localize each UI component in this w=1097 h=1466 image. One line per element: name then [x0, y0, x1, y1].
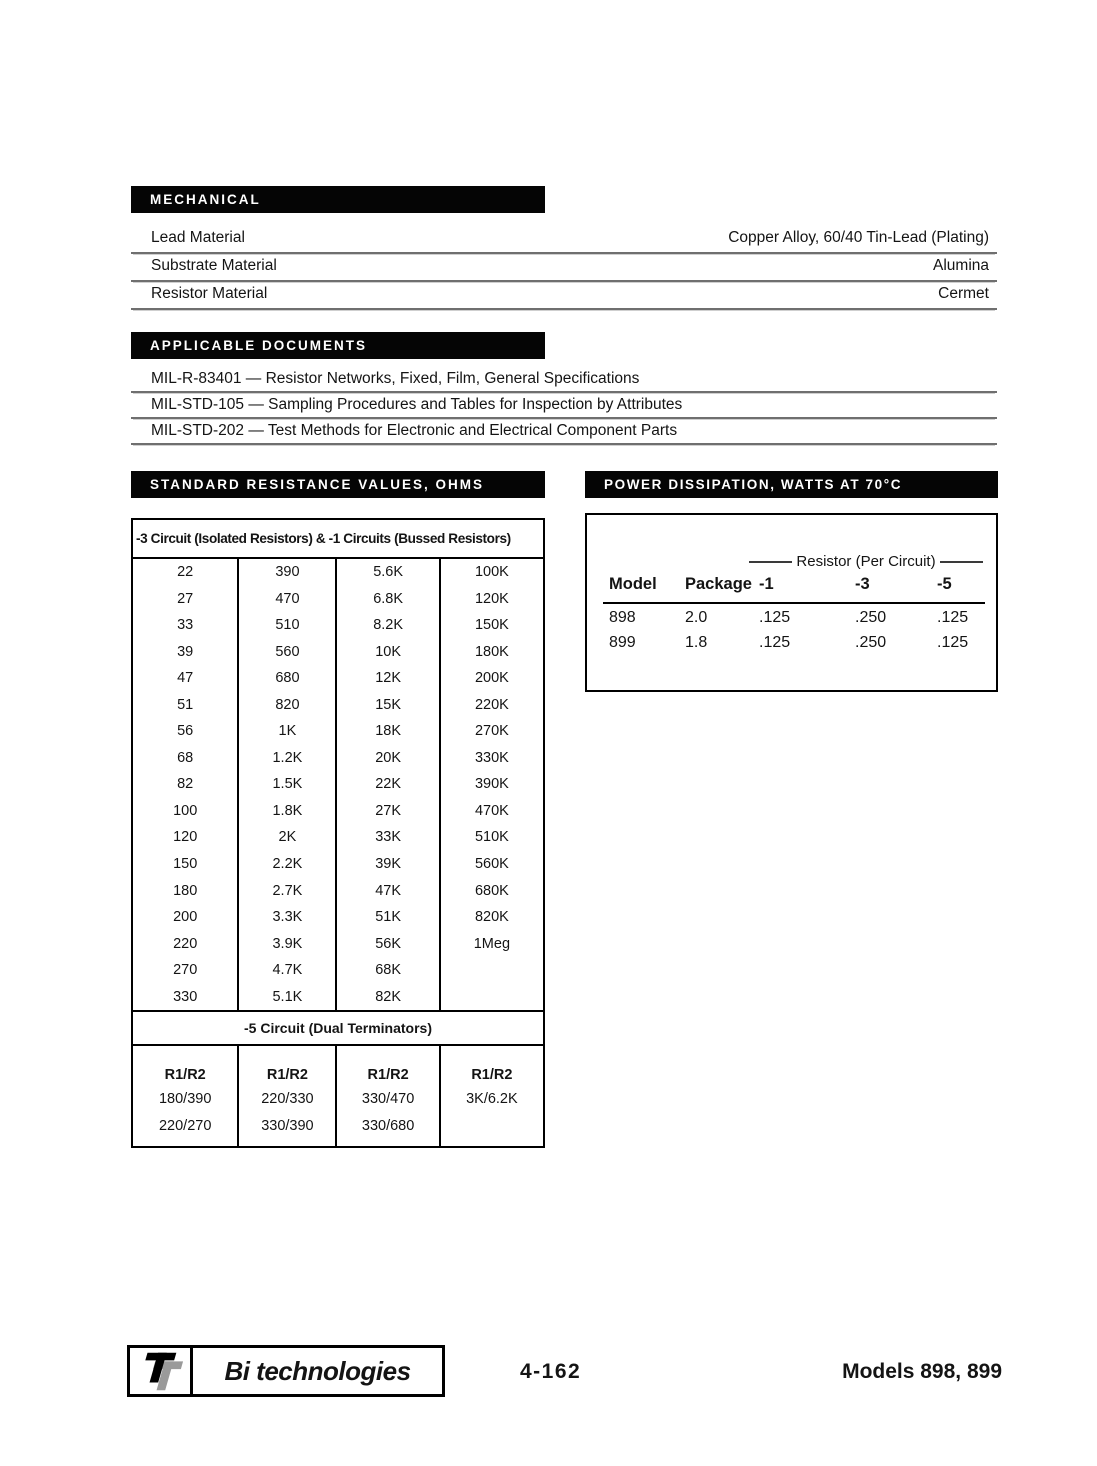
resistance-cell: 1.8K [239, 798, 337, 825]
dual-cell: 180/390 [133, 1086, 239, 1113]
resistance-cell: 4.7K [239, 957, 337, 984]
resistance-table-header: -3 Circuit (Isolated Resistors) & -1 Circuits (Bussed Resistors) [133, 520, 543, 559]
resistance-cell: 1K [239, 718, 337, 745]
section-header-applicable-documents: APPLICABLE DOCUMENTS [131, 332, 545, 359]
spec-value: Alumina [933, 257, 989, 274]
resistance-cell: 820 [239, 692, 337, 719]
resistance-cell: 39K [337, 851, 440, 878]
resistance-cell: 22K [337, 771, 440, 798]
resistance-cell: 82 [133, 771, 239, 798]
resistance-cell: 150 [133, 851, 239, 878]
resistance-cell: 100K [474, 564, 509, 580]
spec-row [131, 254, 997, 282]
dual-col-header: R1/R2 [337, 1046, 440, 1086]
power-header-rule [603, 602, 985, 604]
resistance-cell: 56K [337, 931, 440, 958]
resistance-cell: 120 [133, 824, 239, 851]
section-header-resistance-values: STANDARD RESISTANCE VALUES, OHMS [131, 471, 545, 498]
spec-label: Lead Material [151, 229, 245, 246]
spec-label: Resistor Material [151, 285, 268, 302]
dual-cell: 220/270 [133, 1113, 239, 1146]
section-header-power-dissipation: POWER DISSIPATION, WATTS AT 70°C [585, 471, 998, 498]
resistance-cell: 180 [133, 878, 239, 905]
power-cell: 2.0 [685, 609, 708, 626]
resistance-cell: 680 [239, 665, 337, 692]
spec-row [131, 226, 997, 254]
spec-value: Copper Alloy, 60/40 Tin-Lead (Plating) [728, 229, 989, 246]
resistance-cell: 10K [337, 639, 440, 666]
resistance-cell: 39 [133, 639, 239, 666]
resistance-cell: 27 [133, 586, 239, 613]
mechanical-rows [131, 226, 997, 310]
dual-cell: 220/330 [239, 1086, 337, 1113]
resistance-cell: 820K [474, 909, 509, 926]
section-header-mechanical: MECHANICAL [131, 186, 545, 213]
resistance-cell: 1.2K [239, 745, 337, 772]
resistance-cell: 12K [337, 665, 440, 692]
resistance-cell: 470 [239, 586, 337, 613]
resistance-cell: 3.3K [239, 904, 337, 931]
resistance-cell: 120K [474, 590, 509, 607]
resistance-cell: 390 [239, 559, 337, 586]
resistance-cell: 510 [239, 612, 337, 639]
resistance-cell: 220 [133, 931, 239, 958]
resistance-cell: 47 [133, 665, 239, 692]
resistance-cell: 510K [474, 829, 509, 846]
resistance-cell: 200K [474, 670, 509, 687]
power-dissipation-table [585, 513, 998, 692]
power-data-row [587, 634, 996, 652]
resistance-cell: 22 [133, 559, 239, 586]
resistance-table [131, 518, 545, 1148]
resistance-cell: 220K [474, 696, 509, 713]
brand-logo [127, 1345, 445, 1397]
resistance-cell [441, 984, 543, 1011]
spec-row [131, 282, 997, 310]
power-cell: 1.8 [685, 634, 708, 651]
power-cell: 898 [609, 609, 636, 626]
dual-cell: 330/470 [337, 1086, 440, 1113]
resistance-cell: 33K [337, 824, 440, 851]
resistance-cell: 330 [133, 984, 239, 1011]
resistance-cell: 330K [474, 749, 509, 766]
resistance-cell: 150K [474, 617, 509, 634]
resistance-cell: 100 [133, 798, 239, 825]
resistance-cell: 5.6K [337, 559, 440, 586]
resistance-cell: 5.1K [239, 984, 337, 1011]
spec-value: Cermet [938, 285, 989, 302]
resistance-cell: 3.9K [239, 931, 337, 958]
dual-col-header: R1/R2 [133, 1046, 239, 1086]
resistance-cell: 560K [474, 856, 509, 873]
models-label: Models 898, 899 [842, 1360, 1002, 1383]
resistance-cell: 200 [133, 904, 239, 931]
power-header-row [587, 575, 996, 594]
power-data-row [587, 609, 996, 627]
resistance-cell: 560 [239, 639, 337, 666]
power-cell: 899 [609, 634, 636, 651]
dash-line-left [749, 561, 792, 563]
resistance-cell: 680K [474, 882, 509, 899]
power-cell: .125 [937, 634, 969, 651]
resistance-cell: 82K [337, 984, 440, 1011]
page-number: 4-162 [520, 1360, 582, 1383]
dual-cell: 3K/6.2K [466, 1091, 518, 1108]
power-cell: .250 [855, 609, 887, 626]
power-cell: .125 [759, 634, 791, 651]
resistance-cell: 180K [474, 643, 509, 660]
resistance-cell: 8.2K [337, 612, 440, 639]
resistance-cell: 68 [133, 745, 239, 772]
resistance-cell: 2.7K [239, 878, 337, 905]
resistance-cell: 15K [337, 692, 440, 719]
tt-logo-icon [130, 1348, 193, 1394]
dual-grid [133, 1046, 543, 1146]
resistance-cell [441, 957, 543, 984]
resistance-grid [133, 559, 543, 1010]
dual-cell: 330/390 [239, 1113, 337, 1146]
resistance-cell: 470K [474, 802, 509, 819]
resistance-cell: 1Meg [473, 935, 511, 952]
resistance-cell: 56 [133, 718, 239, 745]
power-cell: .125 [759, 609, 791, 626]
resistance-cell: 270 [133, 957, 239, 984]
power-col-header: Package [685, 575, 752, 593]
power-col-header: -3 [855, 575, 870, 593]
resistance-cell: 270K [474, 723, 509, 740]
power-col-header: -1 [759, 575, 774, 593]
resistance-cell: 1.5K [239, 771, 337, 798]
resistance-cell: 20K [337, 745, 440, 772]
resistance-cell: 6.8K [337, 586, 440, 613]
document-item: MIL-R-83401 — Resistor Networks, Fixed, Film, General Specifications [131, 367, 997, 393]
power-cell: .125 [937, 609, 969, 626]
power-cell: .250 [855, 634, 887, 651]
resistance-cell: 2K [239, 824, 337, 851]
resistance-cell: 47K [337, 878, 440, 905]
resistance-cell: 51K [337, 904, 440, 931]
resistance-cell: 2.2K [239, 851, 337, 878]
resistance-cell: 33 [133, 612, 239, 639]
resistance-cell: 390K [474, 776, 509, 793]
resistance-cell: 27K [337, 798, 440, 825]
dual-col-header: R1/R2 [471, 1067, 513, 1084]
power-col-header: Model [609, 575, 657, 593]
power-col-header: -5 [937, 575, 952, 593]
resistor-per-circuit-label: Resistor (Per Circuit) [796, 553, 936, 570]
dual-col-header: R1/R2 [239, 1046, 337, 1086]
document-item: MIL-STD-202 — Test Methods for Electronic and Electrical Component Parts [131, 419, 997, 445]
resistance-cell: 68K [337, 957, 440, 984]
brand-name: Bi technologies [224, 1355, 411, 1386]
resistance-cell: 18K [337, 718, 440, 745]
dual-terminator-header: -5 Circuit (Dual Terminators) [133, 1010, 543, 1046]
resistance-cell: 51 [133, 692, 239, 719]
resistor-per-circuit-group [749, 553, 983, 570]
dual-cell [441, 1113, 543, 1146]
dual-cell: 330/680 [337, 1113, 440, 1146]
document-list [131, 367, 997, 445]
dash-line-right [940, 561, 983, 563]
document-item: MIL-STD-105 — Sampling Procedures and Tables for Inspection by Attributes [131, 393, 997, 419]
spec-label: Substrate Material [151, 257, 277, 274]
